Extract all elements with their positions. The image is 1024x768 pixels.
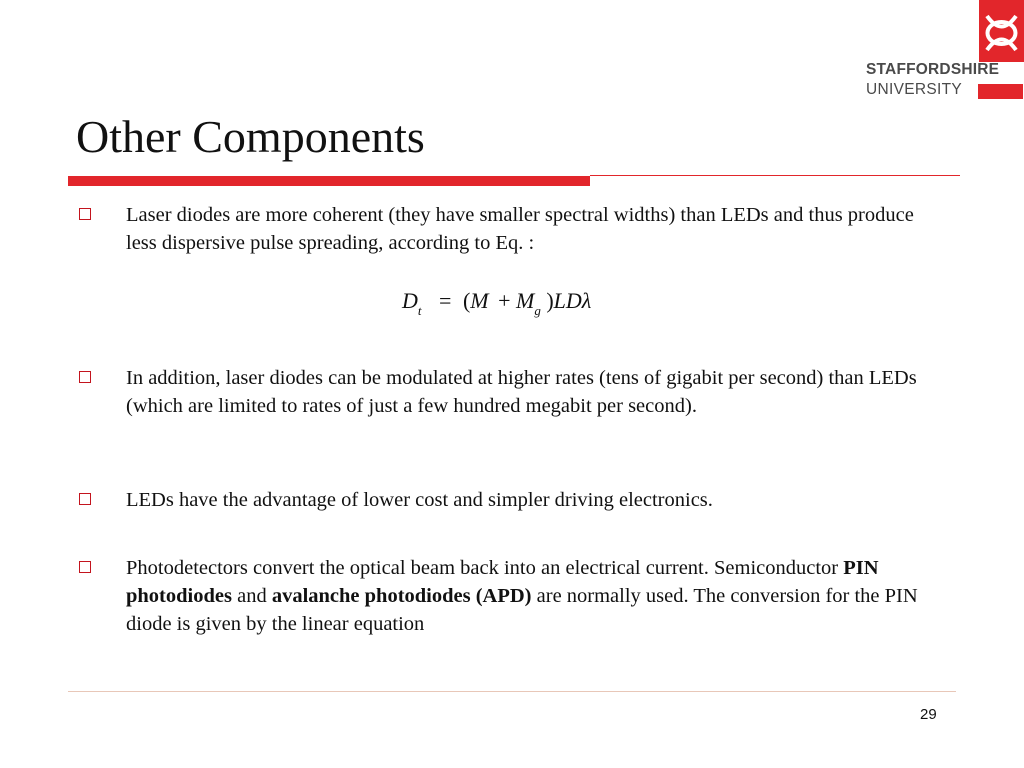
dispersion-equation: [402, 288, 592, 318]
title-rule-thin: [590, 175, 960, 176]
bullet-3-text: LEDs have the advantage of lower cost and simpler driving electronics.: [126, 489, 713, 511]
title-underline: [68, 176, 590, 186]
logo-text-line1: STAFFORDSHIRE: [866, 61, 1000, 78]
bullet-checkbox-icon: [79, 561, 91, 573]
university-logo: [866, 0, 1024, 102]
slide-title: Other Components: [76, 111, 425, 162]
logo-red-bar: [978, 84, 1023, 99]
bullet-text: [126, 364, 946, 420]
eq-M1: M: [470, 288, 489, 313]
bullet-text: [126, 201, 946, 257]
eq-lambda: λ: [581, 288, 592, 313]
eq-plus: +: [498, 288, 511, 313]
bullet-checkbox-icon: [79, 208, 91, 220]
bullet-checkbox-icon: [79, 493, 91, 505]
eq-M2: M: [516, 288, 535, 313]
eq-open-paren: (: [462, 288, 471, 313]
bullet-4-text-a: Photodetectors convert the optical beam back into an electrical current. Semiconductor: [126, 557, 844, 579]
bullet-text: [126, 486, 946, 514]
footer-rule: [68, 691, 956, 692]
eq-LD: LD: [553, 288, 582, 313]
bullet-checkbox-icon: [79, 371, 91, 383]
eq-sub-g: g: [534, 303, 541, 318]
bullet-1-text: Laser diodes are more coherent (they have smaller spectral widths) than LEDs and thus produce less dispersive pulse spreading, according to Eq. :: [126, 204, 914, 254]
bullet-4-text-c: are normally used. The conversion for the PIN diode is given by the linear equation: [126, 585, 918, 635]
eq-sub-t: t: [417, 303, 422, 318]
staffordshire-knot-icon: [979, 0, 1024, 62]
eq-close-paren: ): [546, 288, 554, 313]
eq-equals: =: [439, 288, 452, 313]
logo-text-line2: UNIVERSITY: [866, 81, 963, 98]
bullet-4-text-b: and: [231, 585, 272, 607]
page-number: 29: [920, 706, 937, 723]
bullet-4-bold-pin: PIN photodiodes: [126, 557, 879, 607]
bullet-4-bold-apd: avalanche photodiodes (APD): [271, 585, 532, 607]
bullet-text: [126, 554, 946, 638]
bullet-2-text: In addition, laser diodes can be modulated at higher rates (tens of gigabit per second) than LEDs (which are limited to rates of just a few hundred megabit per second).: [126, 367, 917, 417]
eq-D: D: [402, 288, 418, 313]
